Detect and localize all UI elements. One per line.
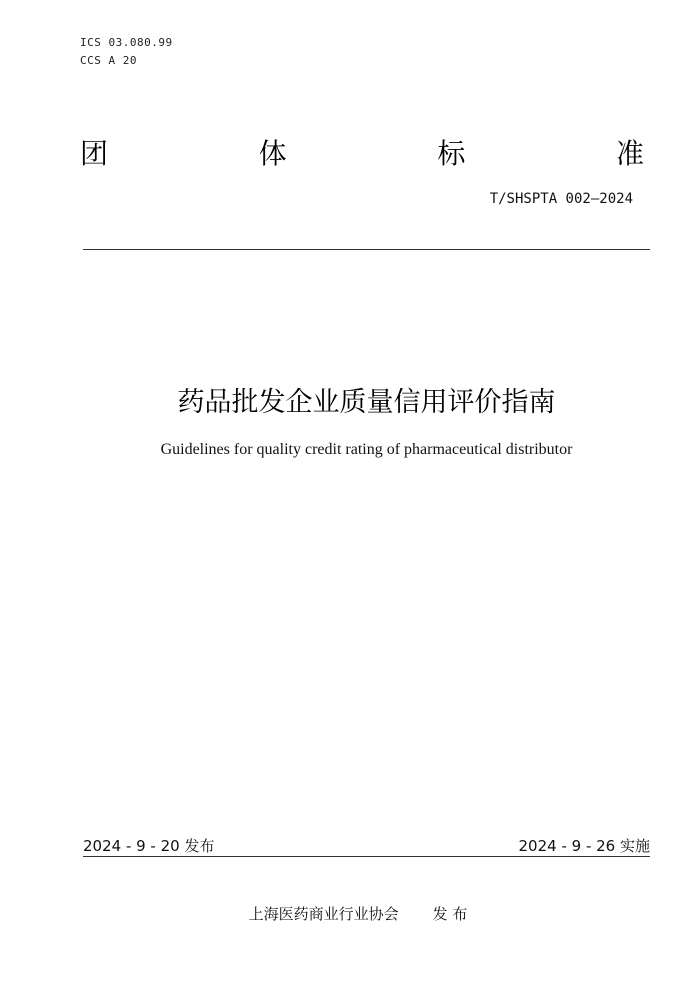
header-divider [83, 249, 650, 250]
implement-date: 2024 - 9 - 26 实施 [518, 837, 650, 855]
publish-date: 2024 - 9 - 20 发布 [83, 837, 215, 855]
standard-number: T/SHSPTA 002—2024 [489, 191, 633, 207]
footer-divider [83, 856, 650, 857]
issuer-line [0, 903, 700, 924]
standard-type-heading [80, 132, 644, 172]
ics-code: ICS 03.080.99 [80, 36, 173, 49]
issuer-organization: 上海医药商业行业协会 [248, 905, 399, 923]
issuer-action: 发 布 [432, 905, 468, 923]
standard-type-char-1: 团 [80, 137, 109, 170]
title-chinese: 药品批发企业质量信用评价指南 [177, 387, 556, 418]
ccs-code: CCS A 20 [80, 54, 137, 67]
title-english: Guidelines for quality credit rating of pharmaceutical distributor [160, 441, 573, 458]
standard-type-char-3: 标 [437, 137, 466, 170]
standard-type-char-4: 准 [615, 137, 644, 170]
standard-type-char-2: 体 [258, 137, 287, 170]
